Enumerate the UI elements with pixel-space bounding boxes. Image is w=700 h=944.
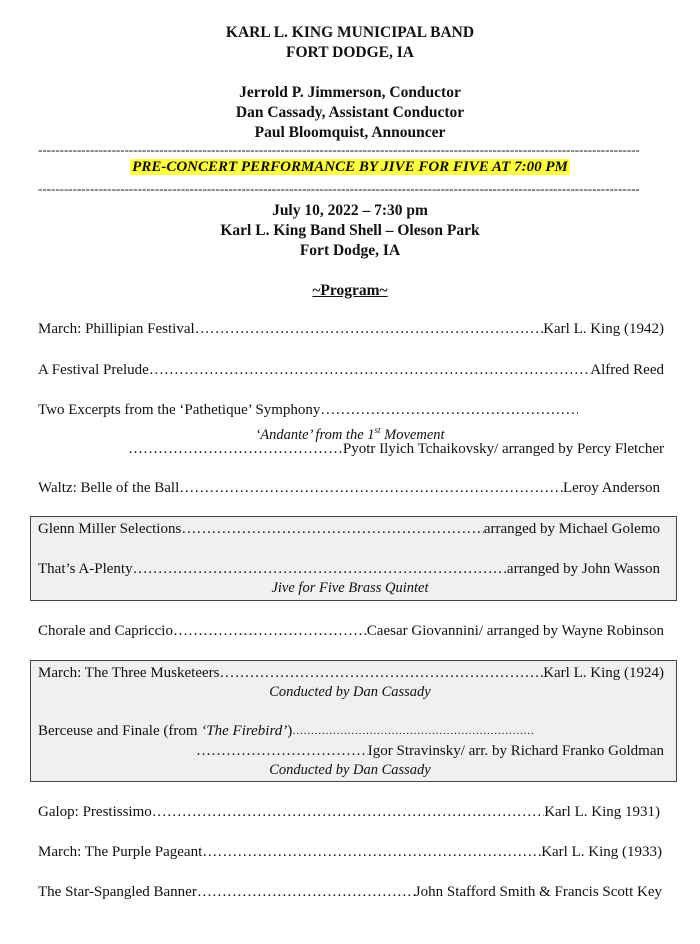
piece-title: Galop: Prestissimo bbox=[38, 804, 152, 820]
composer: Pyotr Ilyich Tchaikovsky/ arranged by Percy Fletcher bbox=[342, 441, 664, 457]
leader-dots bbox=[179, 479, 563, 497]
program-item-cont bbox=[128, 440, 664, 458]
composer: Karl L. King (1933) bbox=[541, 844, 662, 860]
divider-bottom: ------------------------------------------------------------------------------------------------------------------------------------------- bbox=[38, 182, 640, 196]
leader-dots bbox=[181, 520, 484, 538]
composer: Caesar Giovannini/ arranged by Wayne Robinson bbox=[366, 623, 664, 639]
leader-dots bbox=[196, 742, 368, 760]
program-item bbox=[38, 401, 578, 419]
leader-dots bbox=[202, 843, 541, 861]
program-item bbox=[38, 361, 664, 379]
piece-title: March: Phillipian Festival bbox=[38, 321, 195, 337]
header-block bbox=[0, 23, 700, 63]
piece-title: Chorale and Capriccio bbox=[38, 623, 173, 639]
preconcert-banner bbox=[0, 158, 700, 176]
program-item bbox=[38, 664, 664, 682]
staff-block bbox=[0, 83, 700, 143]
piece-title: March: The Three Musketeers bbox=[38, 665, 220, 681]
concert-date: July 10, 2022 – 7:30 pm bbox=[272, 202, 428, 219]
leader-dots bbox=[197, 883, 415, 901]
conducted-note bbox=[0, 683, 700, 701]
program-item bbox=[38, 843, 662, 861]
conducted-note bbox=[0, 761, 700, 779]
movement-text: ‘Andante’ from the 1st Movement bbox=[255, 425, 445, 443]
leader-dots bbox=[133, 560, 507, 578]
preconcert-text: PRE-CONCERT PERFORMANCE BY JIVE FOR FIVE AT 7:00 PM bbox=[132, 159, 568, 175]
piece-title: March: The Purple Pageant bbox=[38, 844, 203, 860]
performer-text: Jive for Five Brass Quintet bbox=[271, 580, 429, 596]
piece-title-start: Berceuse and Finale (from bbox=[38, 723, 202, 739]
piece-title: Glenn Miller Selections bbox=[38, 521, 182, 537]
composer: Karl L. King (1924) bbox=[543, 665, 664, 681]
composer: arranged by Michael Golemo bbox=[483, 521, 660, 537]
leader-dots bbox=[292, 722, 534, 740]
composer: Karl L. King 1931) bbox=[544, 804, 660, 820]
leader-dots bbox=[152, 803, 544, 821]
program-heading bbox=[0, 282, 700, 300]
leader-dots bbox=[128, 440, 343, 458]
band-city: FORT DODGE, IA bbox=[286, 44, 414, 61]
composer: Alfred Reed bbox=[590, 362, 664, 378]
leader-dots bbox=[149, 361, 590, 379]
piece-title: A Festival Prelude bbox=[38, 362, 149, 378]
leader-dots bbox=[320, 401, 578, 419]
leader-dots bbox=[195, 320, 544, 338]
program-item bbox=[38, 722, 534, 740]
leader-dots bbox=[173, 622, 367, 640]
concert-info bbox=[0, 201, 700, 261]
composer: arranged by John Wasson bbox=[506, 561, 660, 577]
conducted-text: Conducted by Dan Cassady bbox=[269, 762, 431, 778]
composer: Leroy Anderson bbox=[562, 480, 660, 496]
program-item bbox=[38, 622, 664, 640]
composer: John Stafford Smith & Francis Scott Key bbox=[414, 884, 662, 900]
band-name: KARL L. KING MUNICIPAL BAND bbox=[225, 24, 475, 41]
announcer-line: Paul Bloomquist, Announcer bbox=[254, 124, 446, 141]
piece-title: That’s A-Plenty bbox=[38, 561, 133, 577]
program-item bbox=[38, 560, 660, 578]
assistant-line: Dan Cassady, Assistant Conductor bbox=[235, 104, 465, 121]
concert-city: Fort Dodge, IA bbox=[299, 242, 401, 259]
program-title: ~Program~ bbox=[312, 282, 388, 299]
program-item bbox=[38, 883, 662, 901]
program-item bbox=[38, 479, 660, 497]
divider-top: ------------------------------------------------------------------------------------------------------------------------------------------- bbox=[38, 143, 640, 157]
program-item bbox=[38, 803, 660, 821]
conductor-line: Jerrold P. Jimmerson, Conductor bbox=[239, 84, 461, 101]
piece-title-italic: ‘The Firebird’ bbox=[201, 723, 288, 739]
piece-title: Waltz: Belle of the Ball bbox=[38, 480, 180, 496]
program-item-cont bbox=[196, 742, 664, 760]
leader-dots bbox=[219, 664, 543, 682]
program-item bbox=[38, 320, 664, 338]
conducted-text: Conducted by Dan Cassady bbox=[269, 684, 431, 700]
piece-title-end: ) bbox=[287, 723, 293, 739]
piece-title bbox=[38, 722, 292, 740]
performer-note bbox=[0, 579, 700, 597]
composer: Karl L. King (1942) bbox=[543, 321, 664, 337]
composer: Igor Stravinsky/ arr. by Richard Franko Goldman bbox=[367, 743, 664, 759]
program-item bbox=[38, 520, 660, 538]
concert-venue: Karl L. King Band Shell – Oleson Park bbox=[220, 222, 480, 239]
piece-title: Two Excerpts from the ‘Pathetique’ Symphony bbox=[38, 402, 321, 418]
piece-title: The Star-Spangled Banner bbox=[38, 884, 197, 900]
